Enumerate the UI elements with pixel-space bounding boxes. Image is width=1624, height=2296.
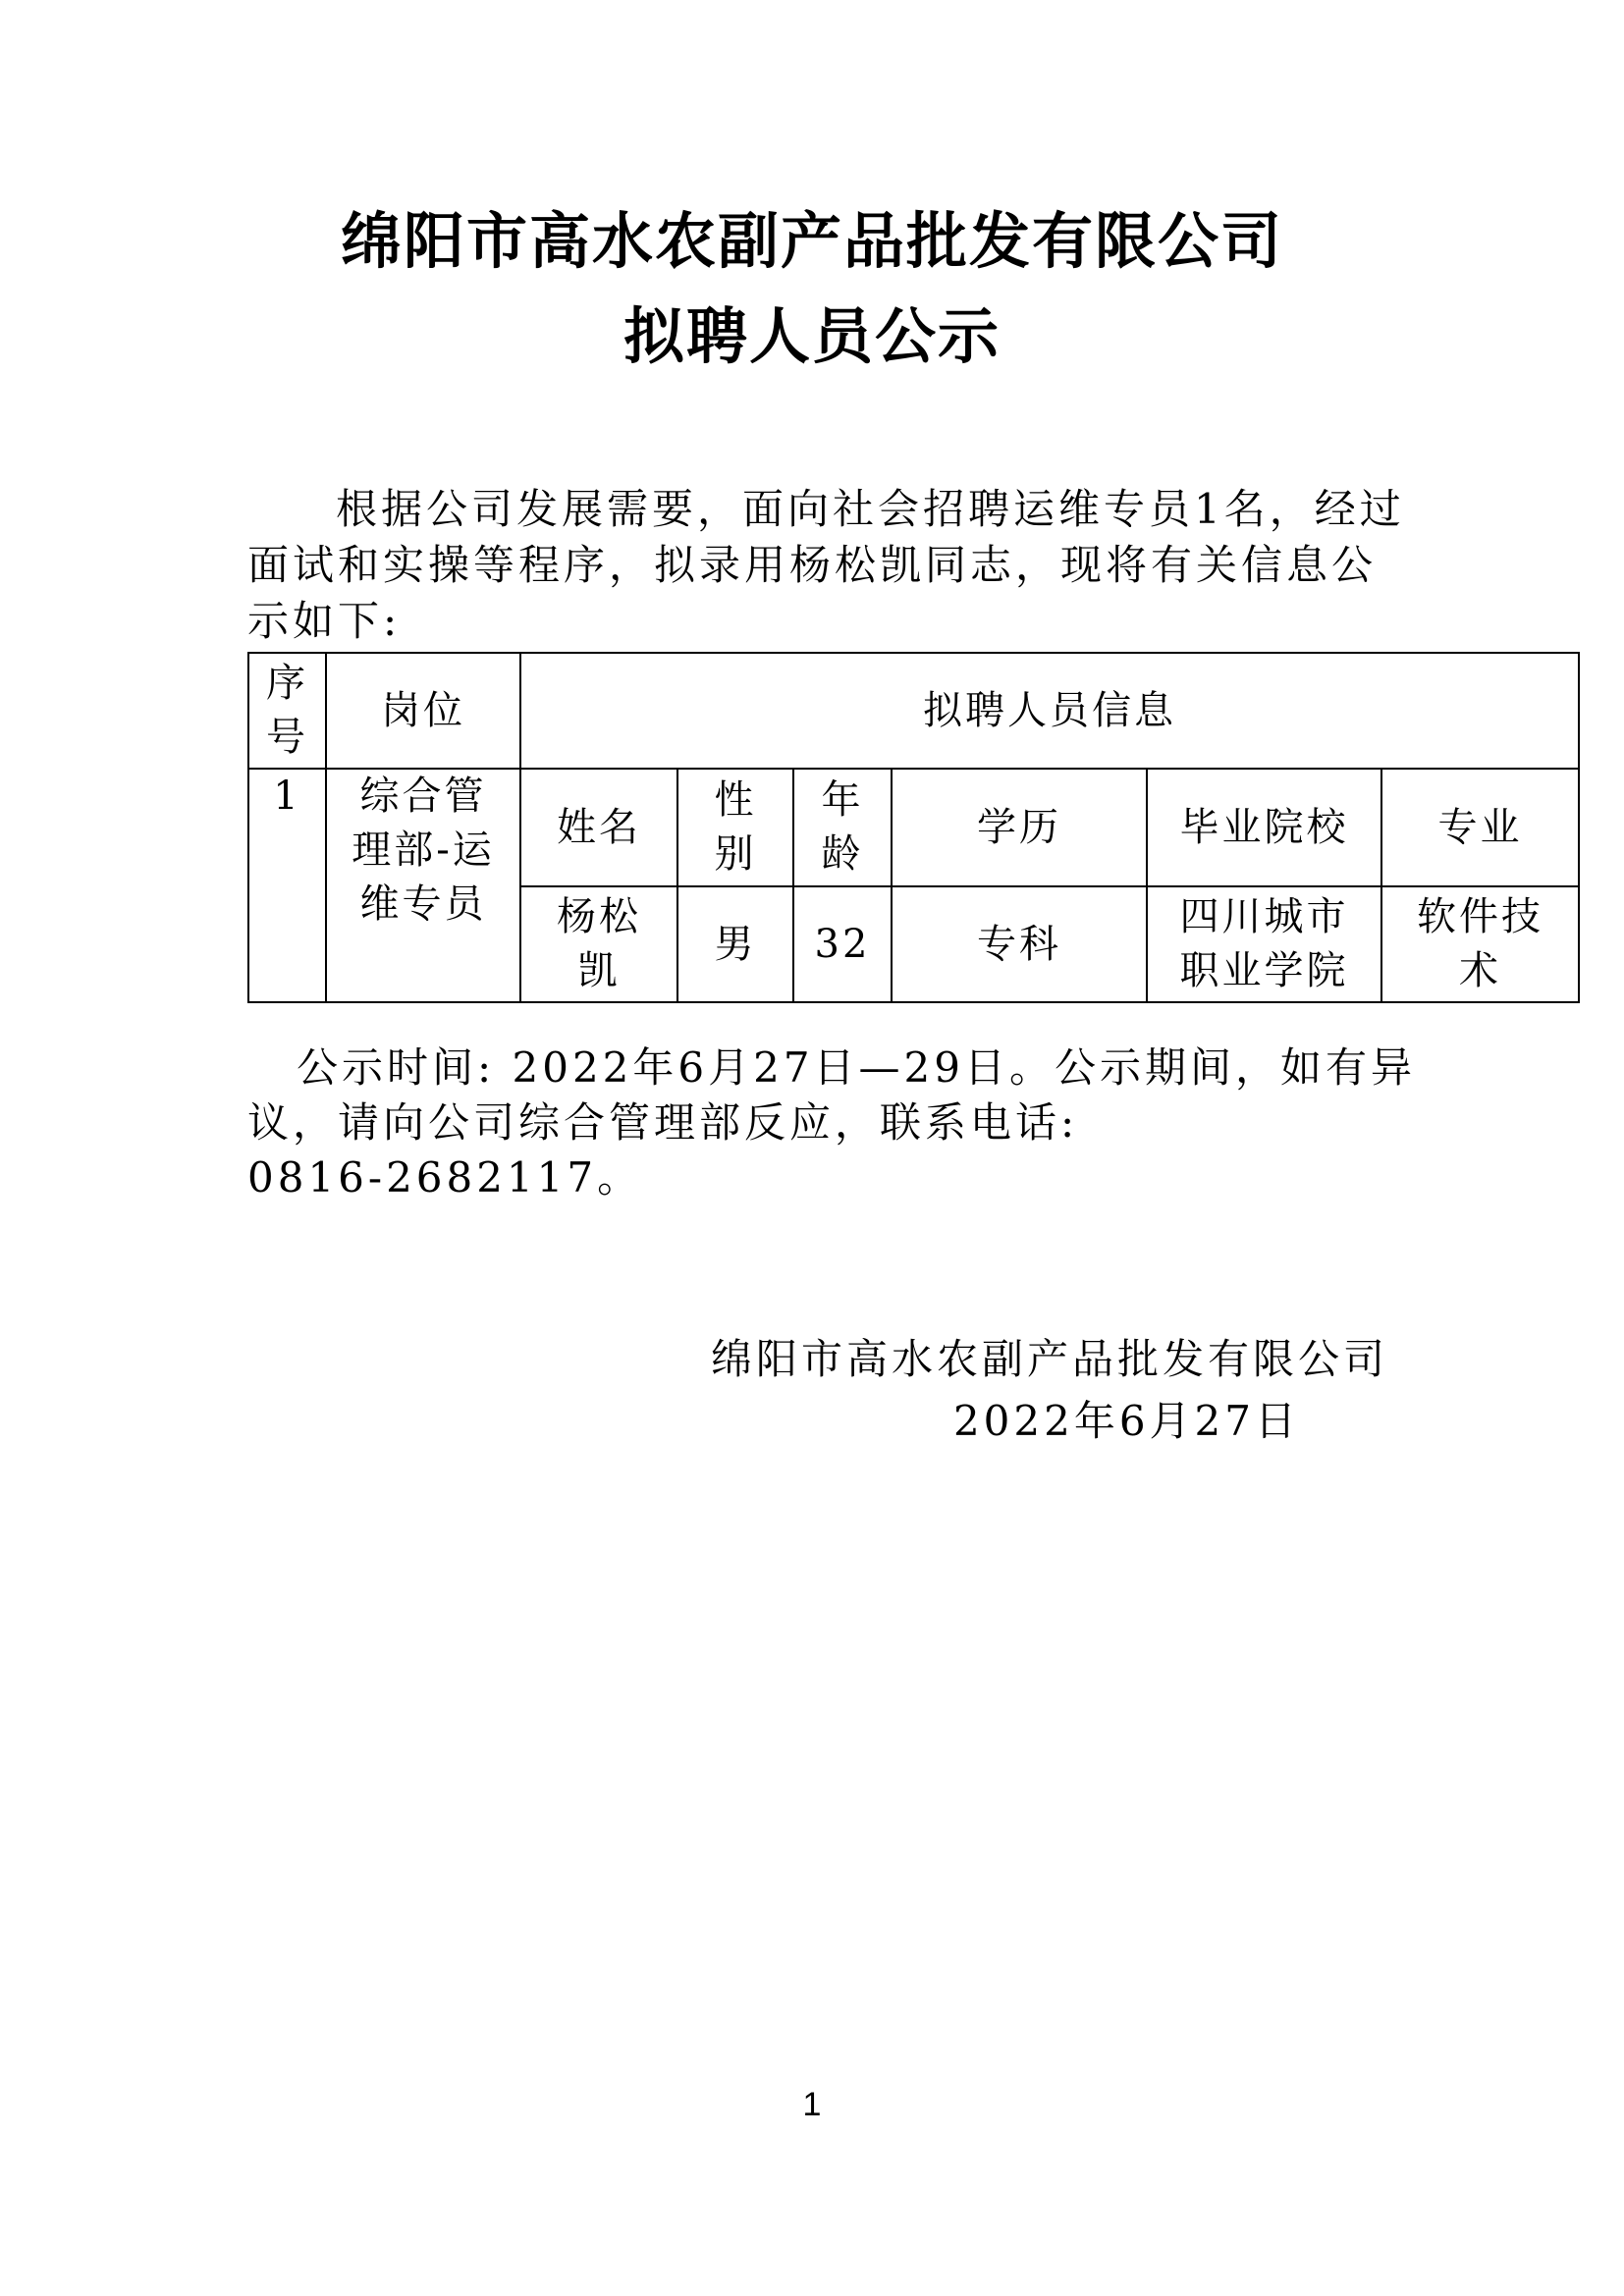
notice-paragraph: [247, 1041, 1416, 1205]
signature-company: 绵阳市高水农副产品批发有限公司: [710, 1335, 1388, 1383]
cell-school: [1147, 886, 1381, 1002]
cell-major-line: 术: [1459, 948, 1502, 993]
intro-line: 根据公司发展需要，面向社会招聘运维专员1名，经过: [336, 485, 1405, 533]
table-subheader-row: [248, 769, 1579, 886]
document-title: 绵阳市高水农副产品批发有限公司: [340, 205, 1283, 277]
cell-major-line: 软件技: [1417, 894, 1544, 939]
subheader-education: 学历: [892, 769, 1147, 886]
cell-education: 专科: [892, 886, 1147, 1002]
header-seq-line: 号: [266, 715, 308, 760]
cell-position-line: 理部-运: [352, 828, 495, 873]
notice-phone: 0816-2682117。: [247, 1153, 643, 1201]
signature-date: 2022年6月27日: [952, 1397, 1300, 1445]
intro-line: 面试和实操等程序，拟录用杨松凯同志，现将有关信息公: [247, 541, 1378, 589]
table-header-row: [248, 653, 1579, 769]
cell-major: [1381, 886, 1579, 1002]
subheader-gender-line: 别: [714, 831, 757, 877]
cell-age: 32: [793, 886, 892, 1002]
subheader-major: 专业: [1381, 769, 1579, 886]
intro-line: 示如下:: [247, 597, 402, 645]
notice-line: 公示时间: 2022年6月27日—29日。公示期间，如有异: [297, 1043, 1416, 1092]
header-seq-line: 序: [266, 661, 308, 706]
cell-seq: 1: [248, 769, 326, 1002]
subheader-name: 姓名: [520, 769, 677, 886]
header-seq: [248, 653, 326, 769]
header-position: 岗位: [326, 653, 520, 769]
subheader-gender: [677, 769, 793, 886]
cell-position: [326, 769, 520, 1002]
subheader-age: [793, 769, 892, 886]
cell-school-line: 职业学院: [1179, 948, 1349, 993]
subheader-age-line: 年: [821, 777, 864, 823]
subheader-age-line: 龄: [821, 831, 864, 877]
intro-paragraph: [247, 481, 1405, 649]
notice-line: 议，请向公司综合管理部反应，联系电话:: [247, 1098, 1079, 1147]
cell-school-line: 四川城市: [1179, 894, 1349, 939]
subheader-gender-line: 性: [714, 777, 757, 823]
cell-position-line: 维专员: [359, 881, 487, 927]
cell-position-line: 综合管: [359, 774, 487, 819]
candidate-table: [247, 652, 1580, 1003]
cell-name: [520, 886, 677, 1002]
cell-name-line: 杨松: [557, 894, 641, 939]
page-number: 1: [802, 2086, 822, 2123]
cell-name-line: 凯: [577, 948, 621, 993]
subheader-school: 毕业院校: [1147, 769, 1381, 886]
document-subtitle: 拟聘人员公示: [623, 300, 1001, 372]
cell-gender: 男: [677, 886, 793, 1002]
header-candidate-info: 拟聘人员信息: [520, 653, 1579, 769]
